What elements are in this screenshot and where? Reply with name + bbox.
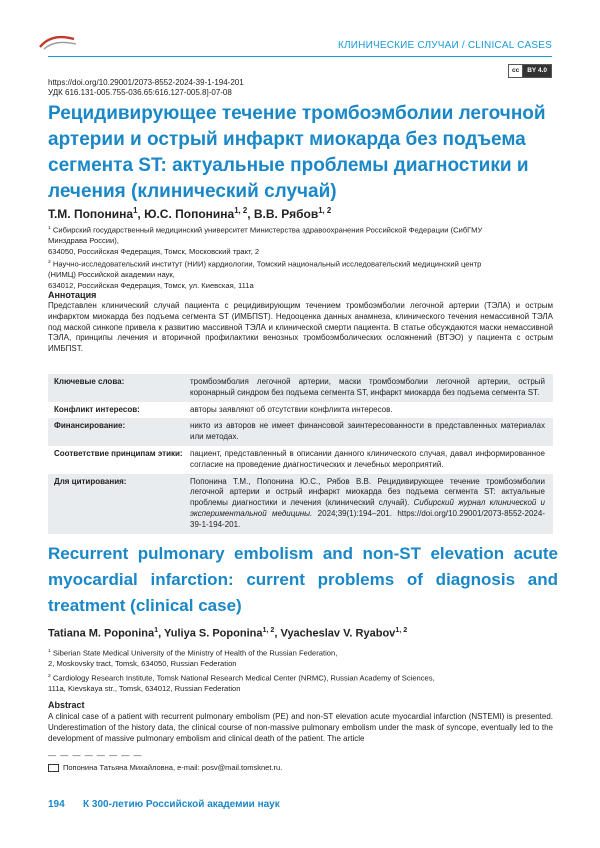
aff-line: Минздрава России), — [48, 236, 119, 246]
info-row — [48, 418, 553, 446]
aff-line: 2, Moskovsky tract, Tomsk, 634050, Russian Federation — [48, 659, 237, 669]
ru-affiliation-2 — [48, 258, 548, 291]
citation-tail[interactable]: 2024;39(1):194–201. https://doi.org/10.29001/2073-8552-2024-39-1-194-201. — [190, 508, 545, 529]
ru-abstract-heading: Аннотация — [48, 290, 97, 300]
en-title: Recurrent pulmonary embolism and non-ST elevation acute myocardial infarction: current problems of diagnosis and treatment (clinical case) — [48, 544, 558, 615]
envelope-icon — [48, 764, 59, 772]
section-title: КЛИНИЧЕСКИЕ СЛУЧАИ / CLINICAL CASES — [338, 40, 552, 51]
correspondence — [48, 763, 282, 772]
journal-logo — [38, 33, 78, 51]
aff-line: 111a, Kievskaya str., Tomsk, 634012, Russian Federation — [48, 684, 241, 694]
info-table — [48, 374, 553, 534]
aff-line: Cardiology Research Institute, Tomsk National Research Medical Center (NRMC), Russian Academy of Sciences, — [52, 673, 435, 683]
aff-line: Siberian State Medical University of the Ministry of Health of the Russian Federation, — [52, 648, 338, 658]
aff-sup: 2 — [48, 674, 51, 679]
info-row — [48, 446, 553, 474]
info-value: авторы заявляют об отсутствии конфликта интересов. — [190, 404, 393, 414]
author-sup: 1 — [154, 626, 159, 634]
info-key: Конфликт интересов: — [54, 404, 140, 414]
aff-line: (НИМЦ) Российской академии наук, — [48, 270, 175, 280]
license-text: BY 4.0 — [523, 65, 551, 77]
footnote-separator: — — — — — — — — — [48, 751, 143, 760]
author-name: В.В. Рябов — [253, 207, 319, 221]
cc-icon: cc — [509, 65, 523, 77]
author-sup: 1, 2 — [318, 206, 332, 215]
en-abstract: A clinical case of a patient with recurrent pulmonary embolism (PE) and non-ST elevation acute myocardial infarction (NSTEMI) is presented. Underestimation of the history data, the clinical course of non-massive pulmonary embolism under the mask of syncope, eventually led to the development of massive pulmonary embolism and clinical death of the patient. The article — [48, 712, 553, 743]
aff-sup: 1 — [48, 226, 51, 231]
ru-authors: Т.М. Попонина$^1$, Ю.С. Попонина$^{1, 2}$, В.В. Рябов$^{1, 2}$ — [48, 206, 332, 221]
info-key: Соответствие принципам этики: — [54, 448, 183, 458]
author-name: Т.М. Попонина — [48, 207, 134, 221]
ru-abstract: Представлен клинический случай пациента с рецидивирующим течением тромбоэмболии легочной артерии (ТЭЛА) и острым инфарктом миокарда без подъема сегмента ST (ИМБПST). Недооценка данных анамнеза, клинического течения немассивной ТЭЛА под маской синкопе привела к развитию массивной ТЭЛА и клинической смерти пациента. В статье обсуждаются маски немассивной ТЭЛА, принципы лечения и вторичной профилактики венозных тромбоэмболических осложнений (ВТЭО) у пациента с острым ИМБПST. — [48, 301, 553, 354]
doi-link[interactable]: https://doi.org/10.29001/2073-8552-2024-39-1-194-201 — [48, 78, 244, 87]
page-number: 194 — [48, 799, 65, 810]
info-key: Финансирование: — [54, 421, 126, 431]
author-name: Yuliya S. Poponina — [164, 627, 263, 640]
info-value: пациент, представленный в описании данного клинического случая, давал информированное согласие на проведение диагностических и лечебных мероприятий. — [190, 448, 545, 469]
license-badge[interactable] — [508, 64, 552, 78]
aff-line: Сибирский государственный медицинский университет Министерства здравоохранения Российской Федерации (СибГМУ — [52, 225, 483, 235]
info-key: Ключевые слова: — [54, 377, 125, 386]
info-value: тромбоэмболия легочной артерии, маски тромбоэмболии легочной артерии, острый коронарный синдром без подъема сегмента ST, инфаркт миокарда без подъема сегмента ST. — [190, 377, 545, 397]
author-sup: 1, 2 — [262, 626, 275, 634]
aff-line: 634012, Российская Федерация, Томск, ул. Киевская, 111а — [48, 280, 254, 290]
footer-text: К 300-летию Российской академии наук — [83, 799, 280, 810]
article-meta — [48, 78, 244, 98]
ru-affiliation-1 — [48, 224, 548, 257]
citation-value — [190, 477, 553, 531]
header-divider — [48, 56, 552, 57]
en-authors: Tatiana M. Poponina$^1$, Yuliya S. Poponina$^{1, 2}$, Vyacheslav V. Ryabov$^{1, 2}$ — [48, 626, 408, 640]
info-row — [48, 402, 553, 419]
author-sup: 1 — [133, 206, 138, 215]
en-abstract-heading: Abstract — [48, 700, 85, 710]
info-row — [48, 374, 553, 402]
author-sup: 1, 2 — [395, 626, 408, 634]
en-affiliation-1 — [48, 647, 548, 670]
info-key: Для цитирования: — [54, 476, 127, 486]
author-name: Ю.С. Попонина — [144, 207, 235, 221]
citation-text: Попонина Т.М., Попонина Ю.С., Рябов В.В. Рецидивирующее течение тромбоэмболии легочной артерии и острый инфаркт миокарда без подъема сегмента ST: актуальные проблемы диагностики и лечения (клинический случай). — [190, 476, 545, 508]
info-row — [48, 474, 553, 534]
ru-title: Рецидивирующее течение тромбоэмболии легочной артерии и острый инфаркт миокарда без подъема сегмента ST: актуальные проблемы диагностики и лечения (клинический случай) — [48, 103, 546, 202]
aff-line: Научно-исследовательский институт (НИИ) кардиологии, Томский национальный исследовательский медицинский центр — [52, 259, 482, 269]
citation-journal: Сибирский журнал клинической и экспериментальной медицины. — [190, 498, 546, 518]
author-name: Vyacheslav V. Ryabov — [280, 627, 396, 640]
aff-sup: 2 — [48, 260, 51, 265]
en-affiliation-2 — [48, 672, 548, 695]
author-sup: 1, 2 — [234, 206, 248, 215]
correspondence-text[interactable]: Попонина Татьяна Михайловна, e-mail: posv@mail.tomsknet.ru. — [63, 763, 283, 772]
aff-sup: 1 — [48, 649, 51, 654]
info-value: никто из авторов не имеет финансовой заинтересованности в представленных материалах или методах. — [190, 421, 545, 442]
aff-line: 634050, Российская Федерация, Томск, Московский тракт, 2 — [48, 246, 260, 256]
author-name: Tatiana M. Poponina — [48, 627, 155, 640]
udk: УДК 616.131-005.755-036.65:616.127-005.8]-07-08 — [48, 88, 232, 97]
